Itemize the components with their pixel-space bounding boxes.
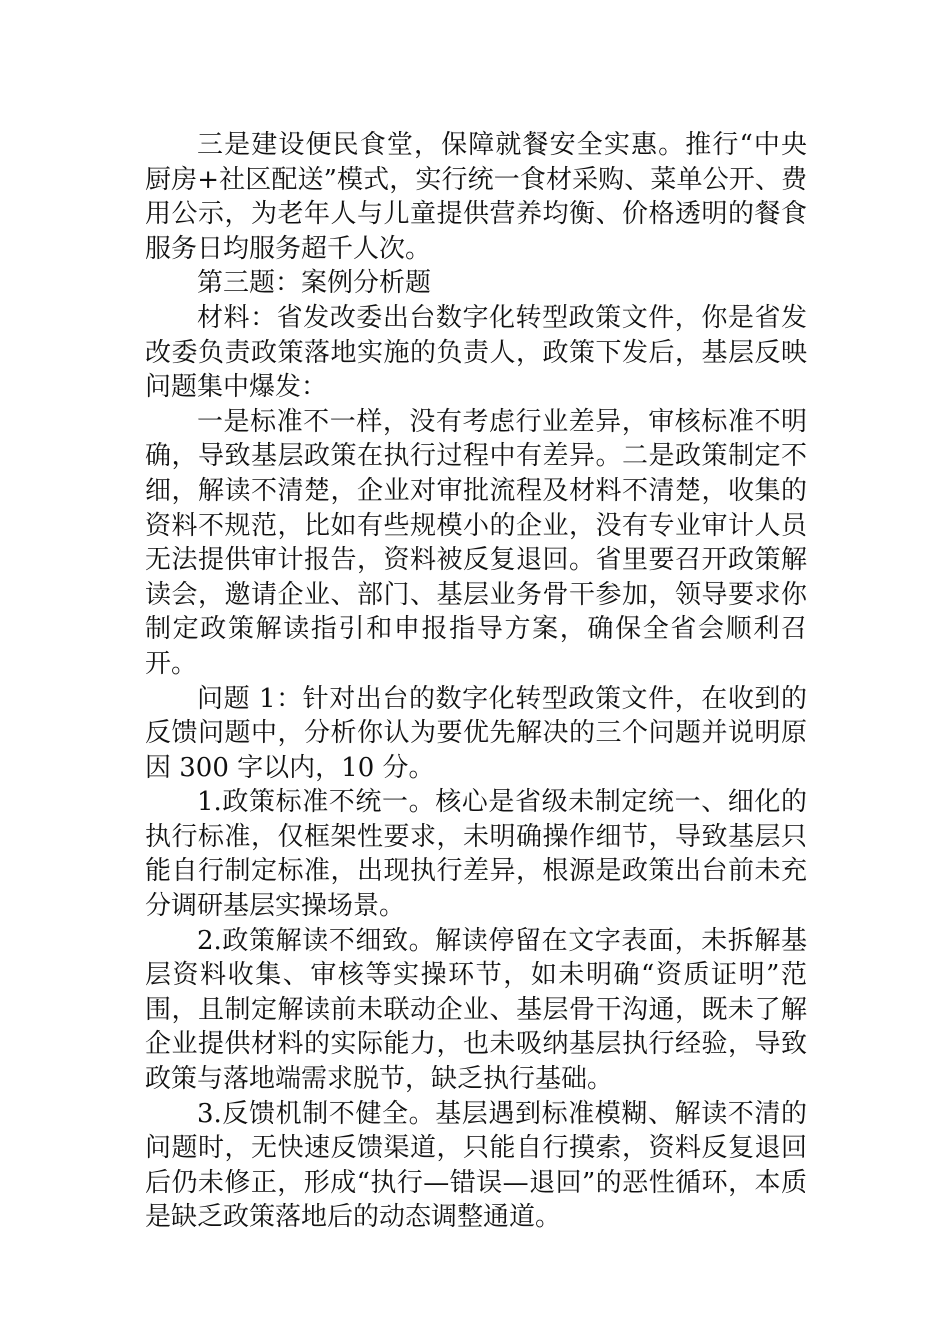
document-body	[145, 128, 807, 1235]
answer-point-2: 2.政策解读不细致。解读停留在文字表面，未拆解基层资料收集、审核等实操环节，如未明确“资质证明”范围，且制定解读前未联动企业、基层骨干沟通，既未了解企业提供材料的实际能力，也未吸纳基层执行经验，导致政策与落地端需求脱节，缺乏执行基础。	[145, 925, 807, 1095]
paragraph-problems: 一是标准不一样，没有考虑行业差异，审核标准不明确，导致基层政策在执行过程中有差异。二是政策制定不细，解读不清楚，企业对审批流程及材料不清楚，收集的资料不规范，比如有些规模小的企业，没有专业审计人员无法提供审计报告，资料被反复退回。省里要召开政策解读会，邀请企业、部门、基层业务骨干参加，领导要求你制定政策解读指引和申报指导方案，确保全省会顺利召开。	[145, 406, 807, 679]
paragraph-material: 材料：省发改委出台数字化转型政策文件，你是省发改委负责政策落地实施的负责人，政策下发后，基层反映问题集中爆发：	[145, 302, 807, 403]
answer-point-3: 3.反馈机制不健全。基层遇到标准模糊、解读不清的问题时，无快速反馈渠道，只能自行摸索，资料反复退回后仍未修正，形成“执行—错误—退回”的恶性循环，本质是缺乏政策落地后的动态调整通道。	[145, 1098, 807, 1233]
answer-point-1: 1.政策标准不统一。核心是省级未制定统一、细化的执行标准，仅框架性要求，未明确操作细节，导致基层只能自行制定标准，出现执行差异，根源是政策出台前未充分调研基层实操场景。	[145, 787, 807, 922]
paragraph-question-1: 问题 1：针对出台的数字化转型政策文件，在收到的反馈问题中，分析你认为要优先解决的三个问题并说明原因 300 字以内，10 分。	[145, 683, 807, 783]
section-heading: 第三题：案例分析题	[197, 268, 432, 299]
paragraph-canteen: 三是建设便民食堂，保障就餐安全实惠。推行“中央厨房+社区配送”模式，实行统一食材采购、菜单公开、费用公示，为老年人与儿童提供营养均衡、价格透明的餐食服务日均服务超千人次。	[145, 130, 807, 264]
